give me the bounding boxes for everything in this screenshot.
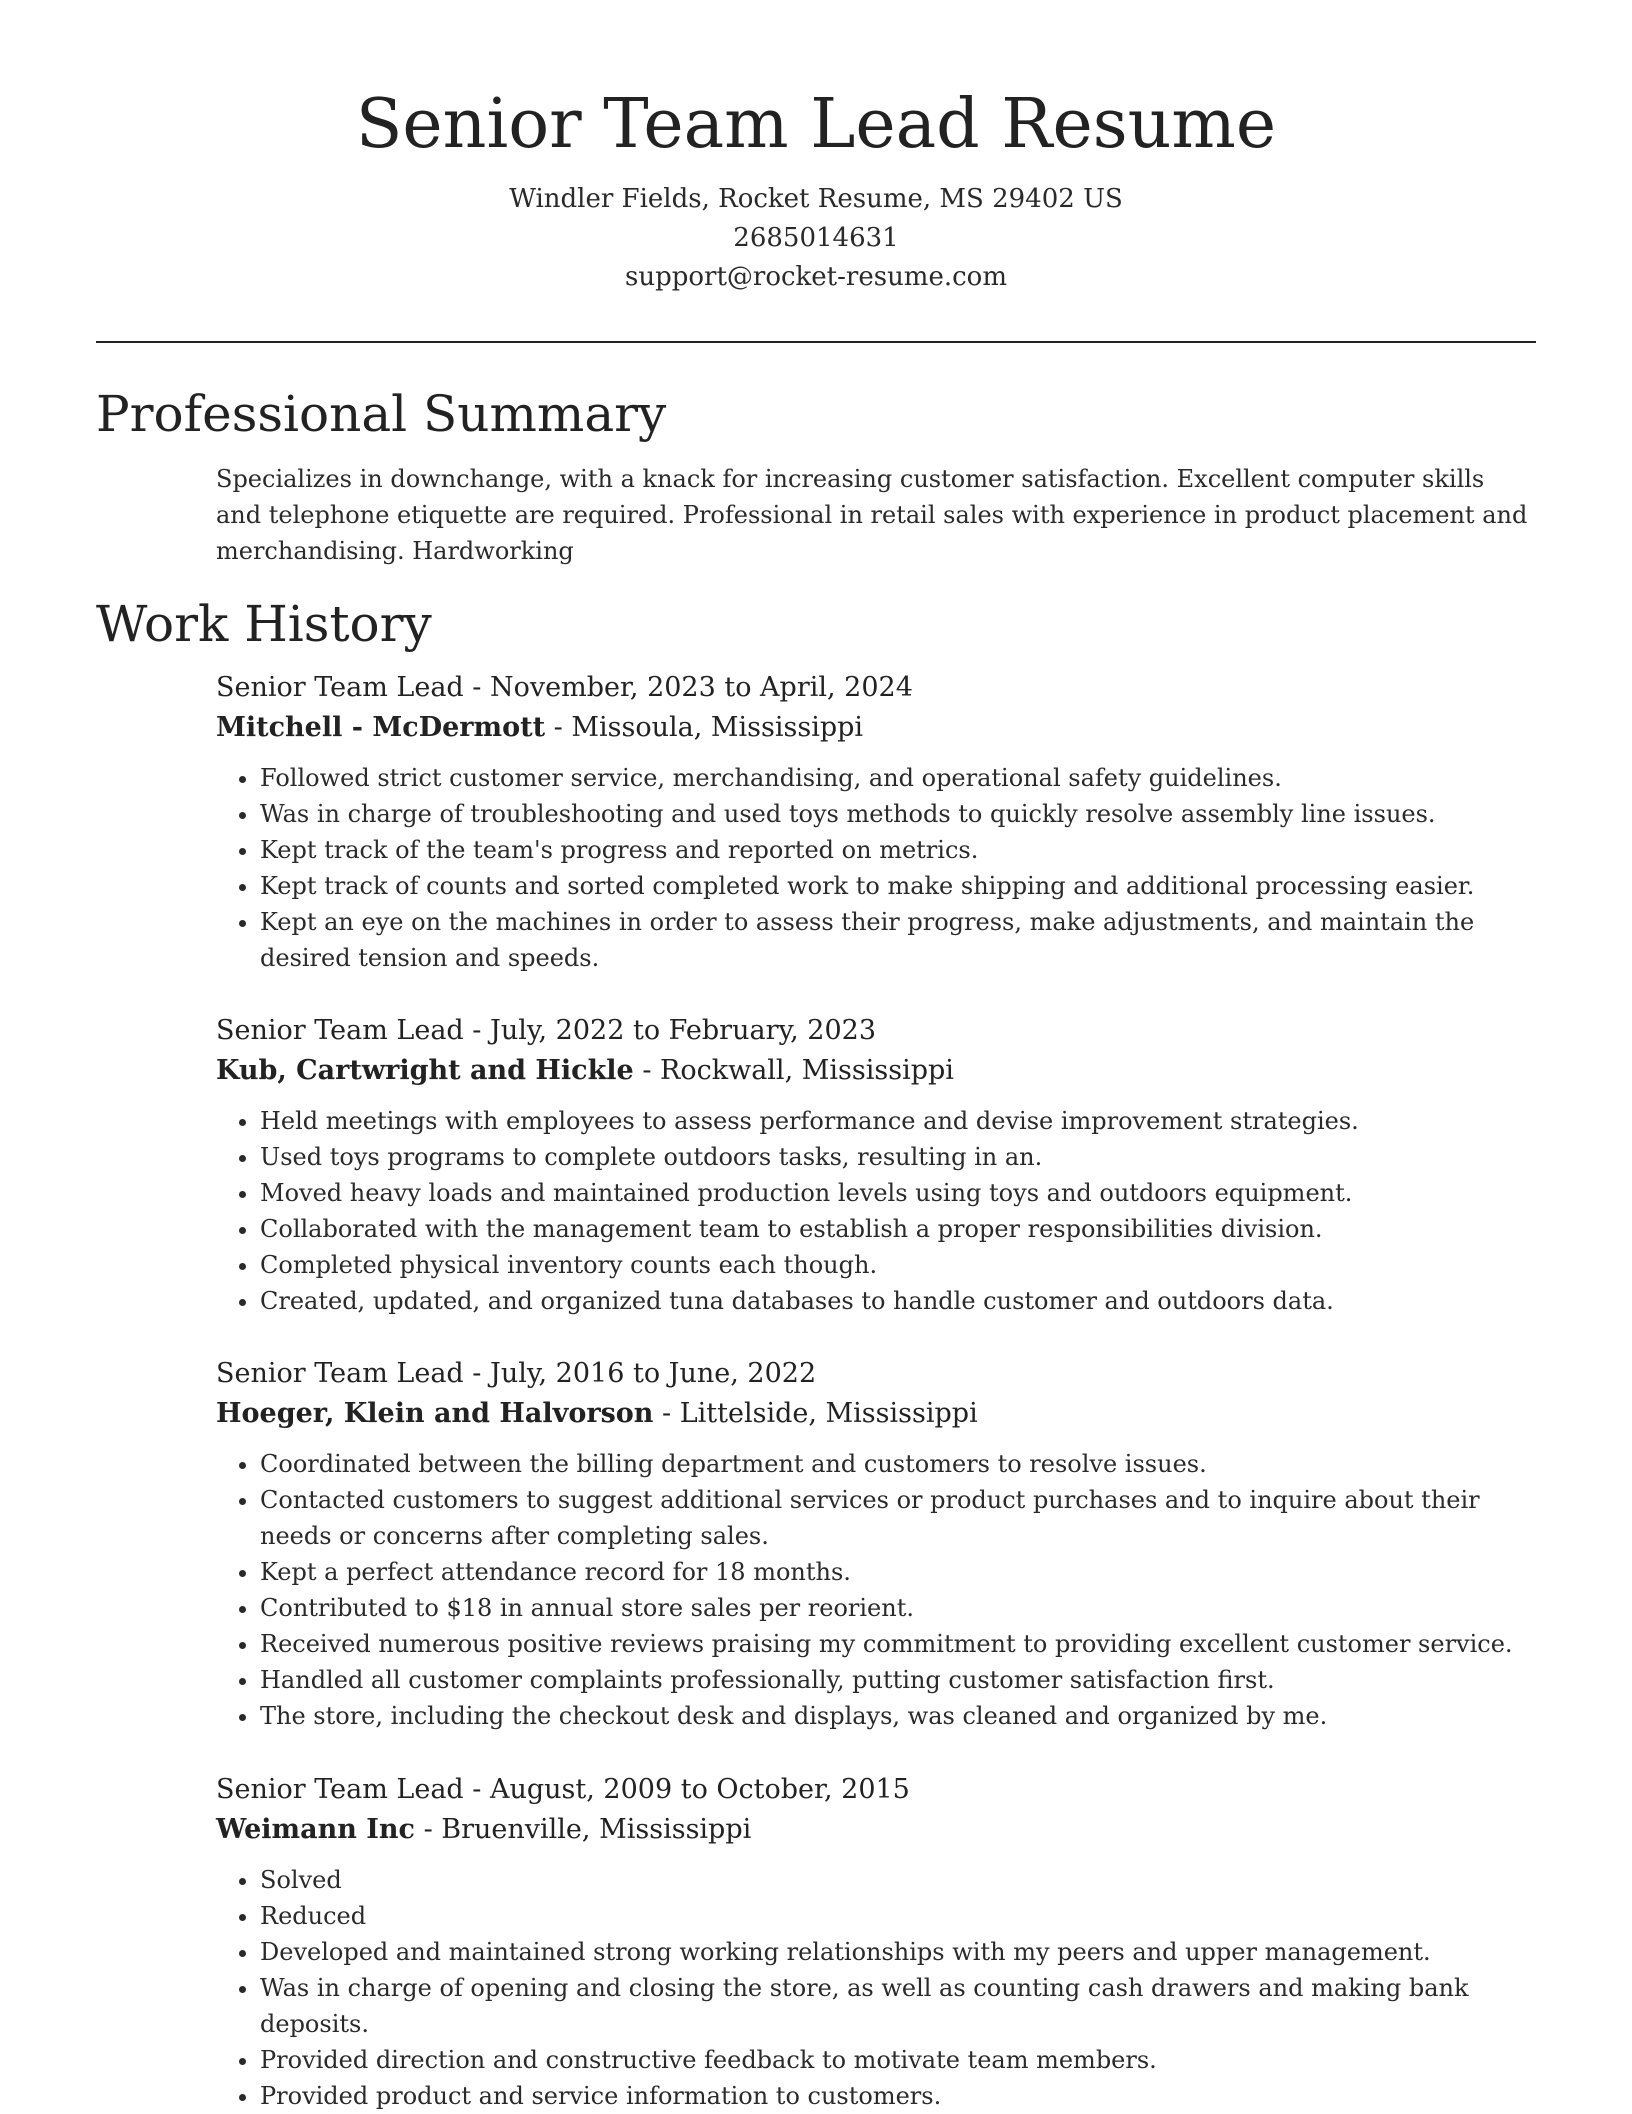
contact-phone: 2685014631 bbox=[733, 223, 899, 253]
employer-name: Weimann Inc bbox=[216, 1814, 415, 1845]
job-bullet: • Kept an eye on the machines in order to assess their progress, make adjustments, and maintain the desired tension and speeds. bbox=[260, 904, 1536, 976]
job-bullet: • Moved heavy loads and maintained production levels using toys and outdoors equipment. bbox=[260, 1175, 1536, 1211]
job-bullet: • Handled all customer complaints professionally, putting customer satisfaction first. bbox=[260, 1662, 1536, 1698]
job-entry bbox=[216, 668, 1536, 976]
job-employer-line bbox=[216, 708, 1536, 748]
job-employer-line bbox=[216, 1051, 1536, 1091]
job-bullet: • Provided direction and constructive feedback to motivate team members. bbox=[260, 2042, 1536, 2078]
contact-address: Windler Fields, Rocket Resume, MS 29402 US bbox=[509, 184, 1123, 214]
job-bullet: • Reduced bbox=[260, 1898, 1536, 1934]
job-title-line: Senior Team Lead - July, 2022 to February, 2023 bbox=[216, 1015, 877, 1046]
job-bullet: • Kept track of counts and sorted completed work to make shipping and additional processing easier. bbox=[260, 868, 1536, 904]
job-entry bbox=[216, 1011, 1536, 1319]
job-bullets bbox=[216, 1103, 1536, 1319]
employer-name: Hoeger, Klein and Halvorson bbox=[216, 1398, 654, 1429]
job-location: - Littelside, Mississippi bbox=[653, 1398, 978, 1429]
job-title-line: Senior Team Lead - August, 2009 to October, 2015 bbox=[216, 1774, 910, 1805]
employer-name: Mitchell - McDermott bbox=[216, 712, 546, 743]
job-bullet: • Kept a perfect attendance record for 18 months. bbox=[260, 1554, 1536, 1590]
job-bullet: • Solved bbox=[260, 1862, 1536, 1898]
job-bullet: • Kept track of the team's progress and reported on metrics. bbox=[260, 832, 1536, 868]
work-history-heading: Work History bbox=[96, 595, 432, 653]
job-employer-line bbox=[216, 1394, 1536, 1434]
summary-text: Specializes in downchange, with a knack for increasing customer satisfaction. Excellent computer skills and telephone etiquette are required. Professional in retail sales with experience in product placement and merchandising. Hardworking bbox=[216, 465, 1528, 565]
job-bullet: • Completed physical inventory counts each though. bbox=[260, 1247, 1536, 1283]
job-bullets bbox=[216, 1446, 1536, 1734]
employer-name: Kub, Cartwright and Hickle bbox=[216, 1055, 634, 1086]
job-bullet: • Created, updated, and organized tuna databases to handle customer and outdoors data. bbox=[260, 1283, 1536, 1319]
header-divider bbox=[96, 341, 1536, 343]
job-location: - Rockwall, Mississippi bbox=[633, 1055, 954, 1086]
job-bullet: • Developed and maintained strong working relationships with my peers and upper management. bbox=[260, 1934, 1536, 1970]
summary-heading: Professional Summary bbox=[96, 385, 667, 443]
job-entry bbox=[216, 1770, 1536, 2114]
job-bullet: • Was in charge of opening and closing the store, as well as counting cash drawers and making bank deposits. bbox=[260, 1970, 1536, 2042]
job-bullet: • Contributed to $18 in annual store sales per reorient. bbox=[260, 1590, 1536, 1626]
contact-block bbox=[0, 180, 1632, 297]
job-bullet: • Used toys programs to complete outdoors tasks, resulting in an. bbox=[260, 1139, 1536, 1175]
job-bullets bbox=[216, 760, 1536, 976]
job-bullet: • Collaborated with the management team to establish a proper responsibilities division. bbox=[260, 1211, 1536, 1247]
job-bullet: • Received numerous positive reviews praising my commitment to providing excellent customer service. bbox=[260, 1626, 1536, 1662]
job-bullet: • Contacted customers to suggest additional services or product purchases and to inquire about their needs or concerns after completing sales. bbox=[260, 1482, 1536, 1554]
job-location: - Missoula, Mississippi bbox=[545, 712, 864, 743]
job-bullets bbox=[216, 1862, 1536, 2114]
job-employer-line bbox=[216, 1810, 1536, 1850]
resume-header bbox=[0, 78, 1632, 297]
job-title-line: Senior Team Lead - November, 2023 to April, 2024 bbox=[216, 672, 913, 703]
job-bullet: • Was in charge of troubleshooting and used toys methods to quickly resolve assembly line issues. bbox=[260, 796, 1536, 832]
contact-email: support@rocket-resume.com bbox=[624, 262, 1007, 292]
job-entry bbox=[216, 1354, 1536, 1734]
job-bullet: • Held meetings with employees to assess performance and devise improvement strategies. bbox=[260, 1103, 1536, 1139]
job-bullet: • The store, including the checkout desk and displays, was cleaned and organized by me. bbox=[260, 1698, 1536, 1734]
job-location: - Bruenville, Mississippi bbox=[414, 1814, 752, 1845]
job-bullet: • Followed strict customer service, merchandising, and operational safety guidelines. bbox=[260, 760, 1536, 796]
job-title-line: Senior Team Lead - July, 2016 to June, 2022 bbox=[216, 1358, 817, 1389]
job-bullet: • Coordinated between the billing department and customers to resolve issues. bbox=[260, 1446, 1536, 1482]
resume-title: Senior Team Lead Resume bbox=[355, 85, 1277, 164]
job-bullet: • Provided product and service information to customers. bbox=[260, 2078, 1536, 2114]
